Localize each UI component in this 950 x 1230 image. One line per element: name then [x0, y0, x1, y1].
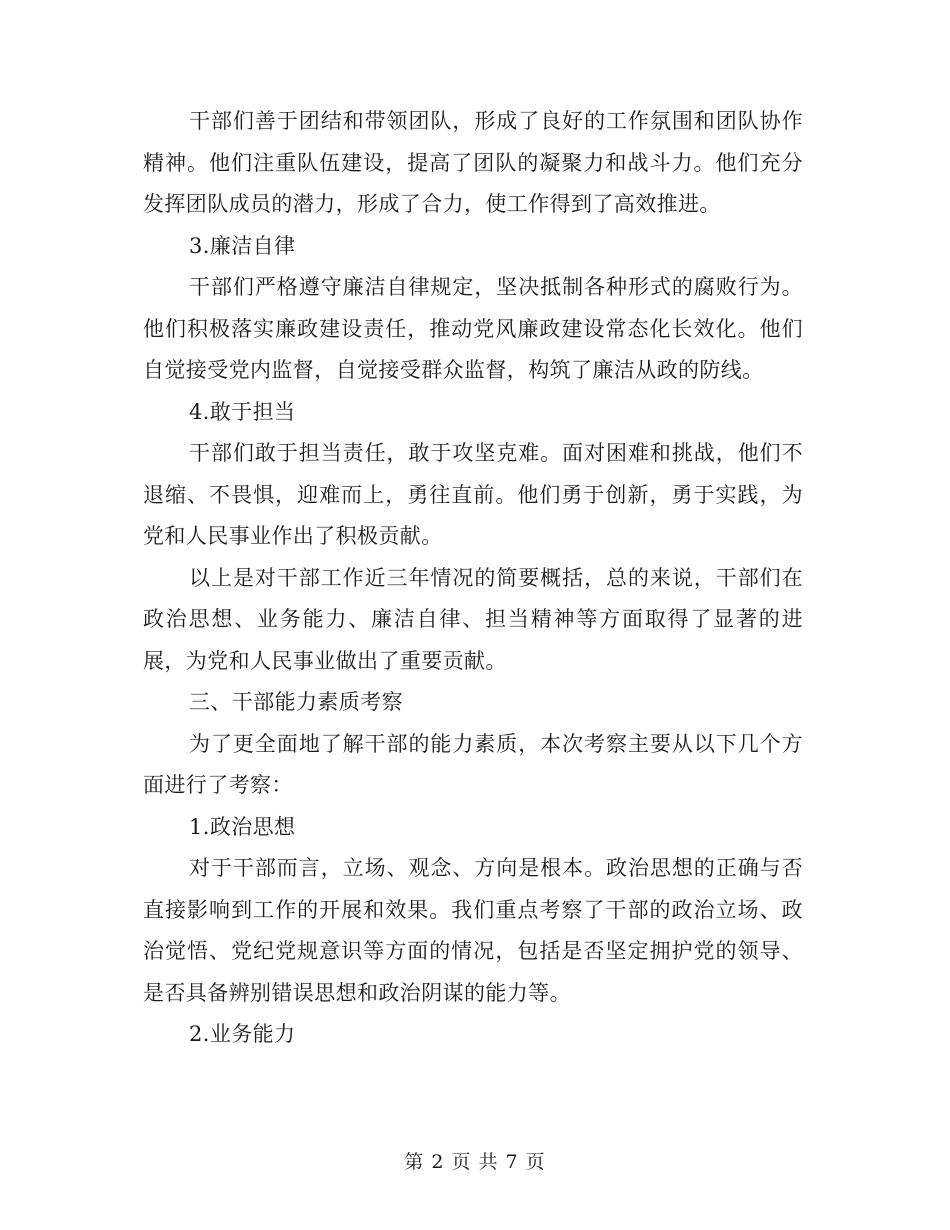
section-heading-ability: 三、干部能力素质考察 — [189, 690, 403, 714]
paragraph-integrity: 干部们严格遵守廉洁自律规定，坚决抵制各种形式的腐败行为。他们积极落实廉政建设责任，推动党风廉政建设常态化长效化。他们自觉接受党内监督，自觉接受群众监督，构筑了廉洁从政的防线。 — [143, 275, 803, 382]
paragraph-responsibility: 干部们敢于担当责任，敢于攻坚克难。面对困难和挑战，他们不退缩、不畏惧，迎难而上，勇往直前。他们勇于创新，勇于实践，为党和人民事业作出了积极贡献。 — [143, 441, 803, 548]
paragraph-ability-intro: 为了更全面地了解干部的能力素质，本次考察主要从以下几个方面进行了考察： — [143, 731, 803, 797]
subheading-integrity: 3.廉洁自律 — [189, 233, 296, 258]
page-number-footer: 第 2 页 共 7 页 — [404, 1151, 546, 1173]
subheading-business-ability: 2.业务能力 — [189, 1022, 296, 1046]
subheading-responsibility: 4.敢于担当 — [189, 399, 296, 424]
paragraph-political-thought: 对于干部而言，立场、观念、方向是根本。政治思想的正确与否直接影响到工作的开展和效果。我们重点考察了干部的政治立场、政治觉悟、党纪党规意识等方面的情况，包括是否坚定拥护党的领导、是否具备辨别错误思想和政治阴谋的能力等。 — [143, 856, 803, 1005]
paragraph-summary: 以上是对干部工作近三年情况的简要概括，总的来说，干部们在政治思想、业务能力、廉洁自律、担当精神等方面取得了显著的进展，为党和人民事业做出了重要贡献。 — [143, 565, 803, 673]
paragraph-team-spirit: 干部们善于团结和带领团队，形成了良好的工作氛围和团队协作精神。他们注重队伍建设，提高了团队的凝聚力和战斗力。他们充分发挥团队成员的潜力，形成了合力，使工作得到了高效推进。 — [143, 109, 803, 216]
document-body — [143, 101, 803, 1056]
subheading-political-thought: 1.政治思想 — [189, 814, 296, 839]
